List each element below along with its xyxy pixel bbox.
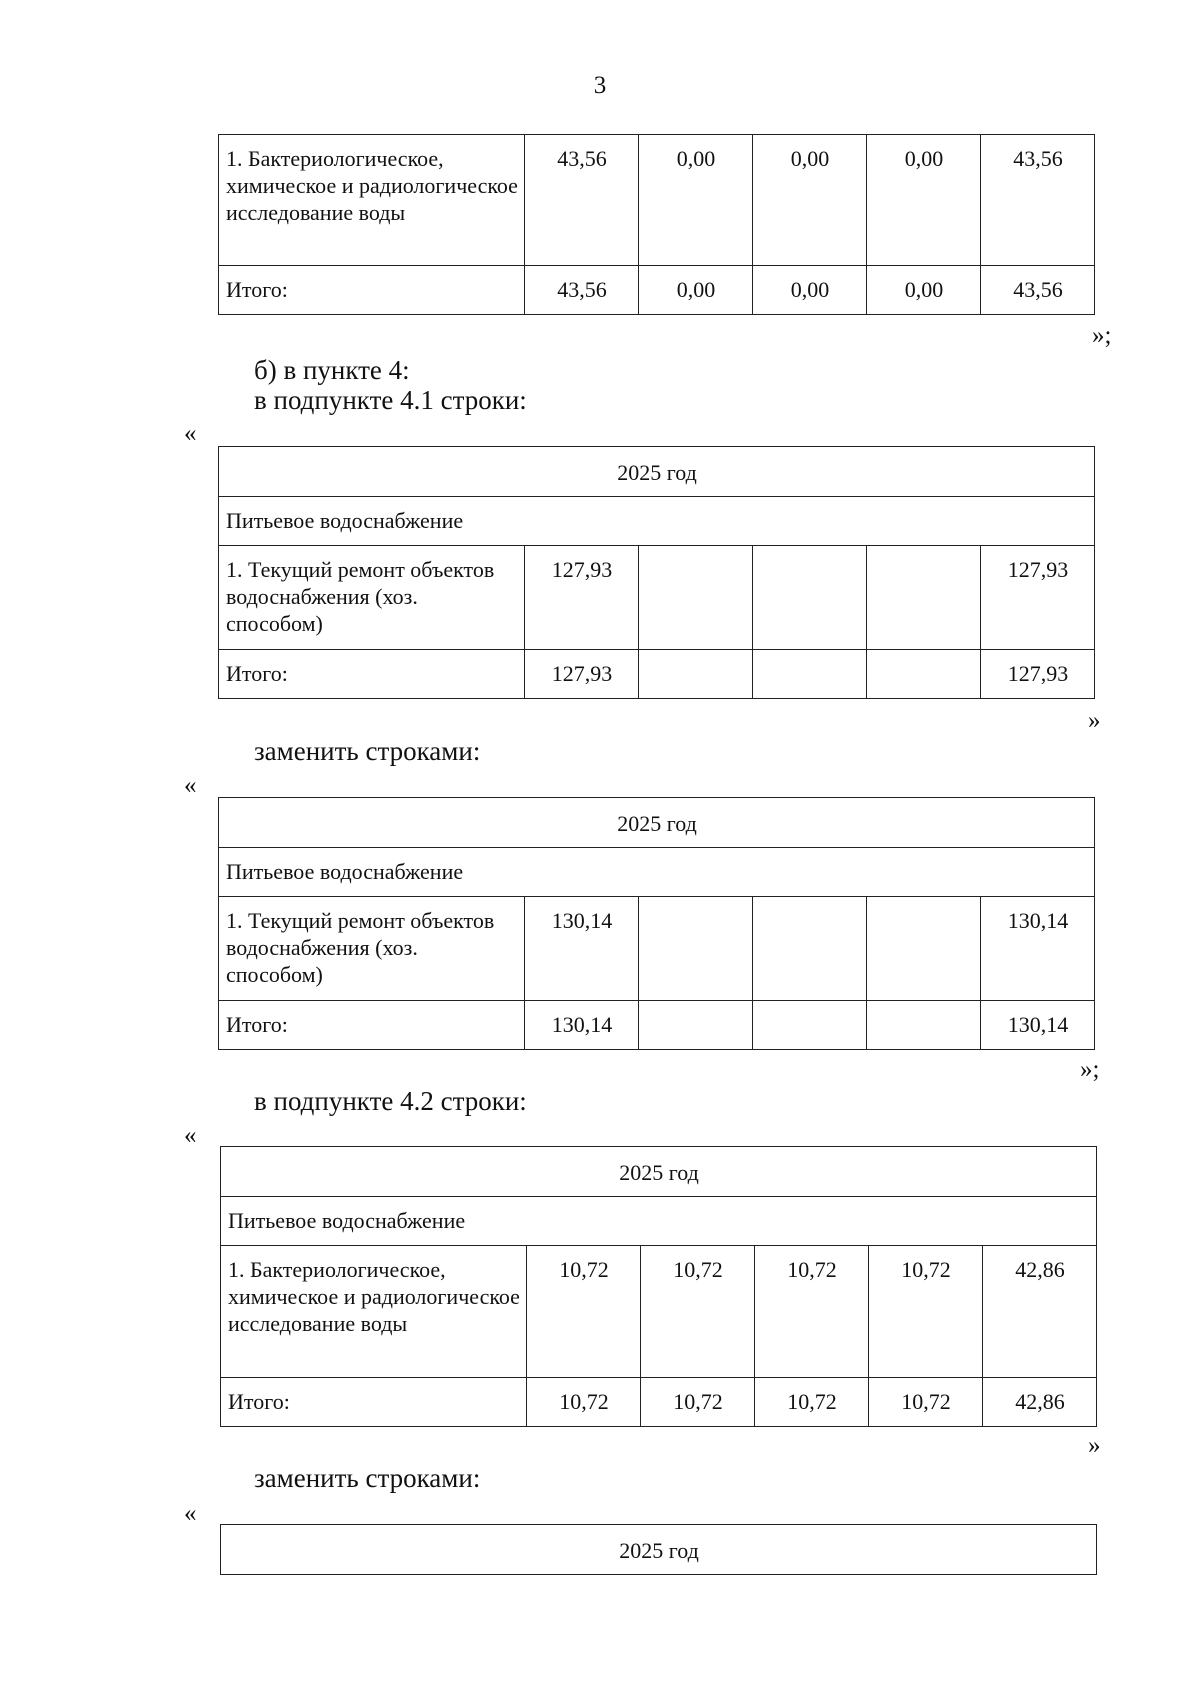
table-row [219,135,1095,266]
cell-value: 127,93 [525,546,639,650]
opening-quote: « [184,772,197,799]
cell-value [753,650,867,699]
year-header: 2025 год [219,447,1095,497]
cell-value [639,546,753,650]
cell-value [639,897,753,1001]
cell-value: 10,72 [641,1246,755,1378]
row-label: 1. Бактериологическое, химическое и радиологическое исследование воды [219,135,525,266]
cell-value: 127,93 [981,650,1095,699]
row-label: Итого: [219,650,525,699]
closing-quote: »; [1092,322,1112,349]
table-row [219,546,1095,650]
table-water-analysis-old [220,1146,1097,1427]
cell-value: 43,56 [525,266,639,315]
paragraph-subpoint-4-2: в подпункте 4.2 строки: [254,1086,527,1116]
opening-quote: « [184,420,197,447]
row-label: 1. Текущий ремонт объектов водоснабжения (хоз. способом) [219,897,525,1001]
table-water-analysis-total [218,134,1095,315]
cell-value: 127,93 [981,546,1095,650]
table-row [219,897,1095,1001]
cell-value [753,546,867,650]
row-label: 1. Текущий ремонт объектов водоснабжения (хоз. способом) [219,546,525,650]
table-water-analysis-new [220,1524,1097,1575]
cell-value: 0,00 [753,266,867,315]
row-label: 1. Бактериологическое, химическое и радиологическое исследование воды [221,1246,527,1378]
cell-value: 130,14 [981,1001,1095,1050]
table-row-section [219,497,1095,546]
table-row-year [221,1147,1097,1197]
table-row-total [219,266,1095,315]
closing-quote: »; [1080,1056,1100,1083]
row-label: Итого: [221,1378,527,1427]
table-row-year [219,447,1095,497]
cell-value: 42,86 [983,1246,1097,1378]
cell-value [867,546,981,650]
cell-value: 127,93 [525,650,639,699]
cell-value [639,650,753,699]
table-row [221,1246,1097,1378]
cell-value: 130,14 [525,897,639,1001]
table-row-year [221,1525,1097,1575]
cell-value: 10,72 [527,1378,641,1427]
cell-value: 43,56 [981,135,1095,266]
paragraph-replace-with: заменить строками: [254,736,481,766]
table-repair-new [218,797,1095,1050]
paragraph-point-4: б) в пункте 4: [254,355,410,385]
cell-value: 0,00 [753,135,867,266]
closing-quote: » [1088,707,1101,734]
paragraph-subpoint-4-1: в подпункте 4.1 строки: [254,385,527,415]
cell-value: 0,00 [867,266,981,315]
cell-value [867,897,981,1001]
cell-value: 10,72 [869,1378,983,1427]
page-number: 3 [593,72,607,99]
opening-quote: « [184,1122,197,1149]
opening-quote: « [184,1500,197,1527]
year-header: 2025 год [221,1147,1097,1197]
cell-value [867,1001,981,1050]
cell-value: 0,00 [867,135,981,266]
table-row-section [219,848,1095,897]
cell-value [753,897,867,1001]
section-header: Питьевое водоснабжение [219,848,1095,897]
cell-value: 10,72 [755,1378,869,1427]
cell-value: 10,72 [869,1246,983,1378]
cell-value [639,1001,753,1050]
section-header: Питьевое водоснабжение [219,497,1095,546]
cell-value: 0,00 [639,266,753,315]
closing-quote: » [1088,1432,1101,1459]
table-row-total [219,1001,1095,1050]
cell-value [867,650,981,699]
paragraph-replace-with: заменить строками: [254,1463,481,1493]
cell-value: 130,14 [525,1001,639,1050]
cell-value: 0,00 [639,135,753,266]
table-row-year [219,798,1095,848]
cell-value: 10,72 [641,1378,755,1427]
cell-value: 42,86 [983,1378,1097,1427]
cell-value: 43,56 [525,135,639,266]
table-repair-old [218,446,1095,699]
table-row-section [221,1197,1097,1246]
section-header: Питьевое водоснабжение [221,1197,1097,1246]
cell-value [753,1001,867,1050]
row-label: Итого: [219,1001,525,1050]
cell-value: 43,56 [981,266,1095,315]
year-header: 2025 год [219,798,1095,848]
cell-value: 130,14 [981,897,1095,1001]
table-row-total [221,1378,1097,1427]
cell-value: 10,72 [755,1246,869,1378]
cell-value: 10,72 [527,1246,641,1378]
table-row-total [219,650,1095,699]
year-header: 2025 год [221,1525,1097,1575]
row-label: Итого: [219,266,525,315]
